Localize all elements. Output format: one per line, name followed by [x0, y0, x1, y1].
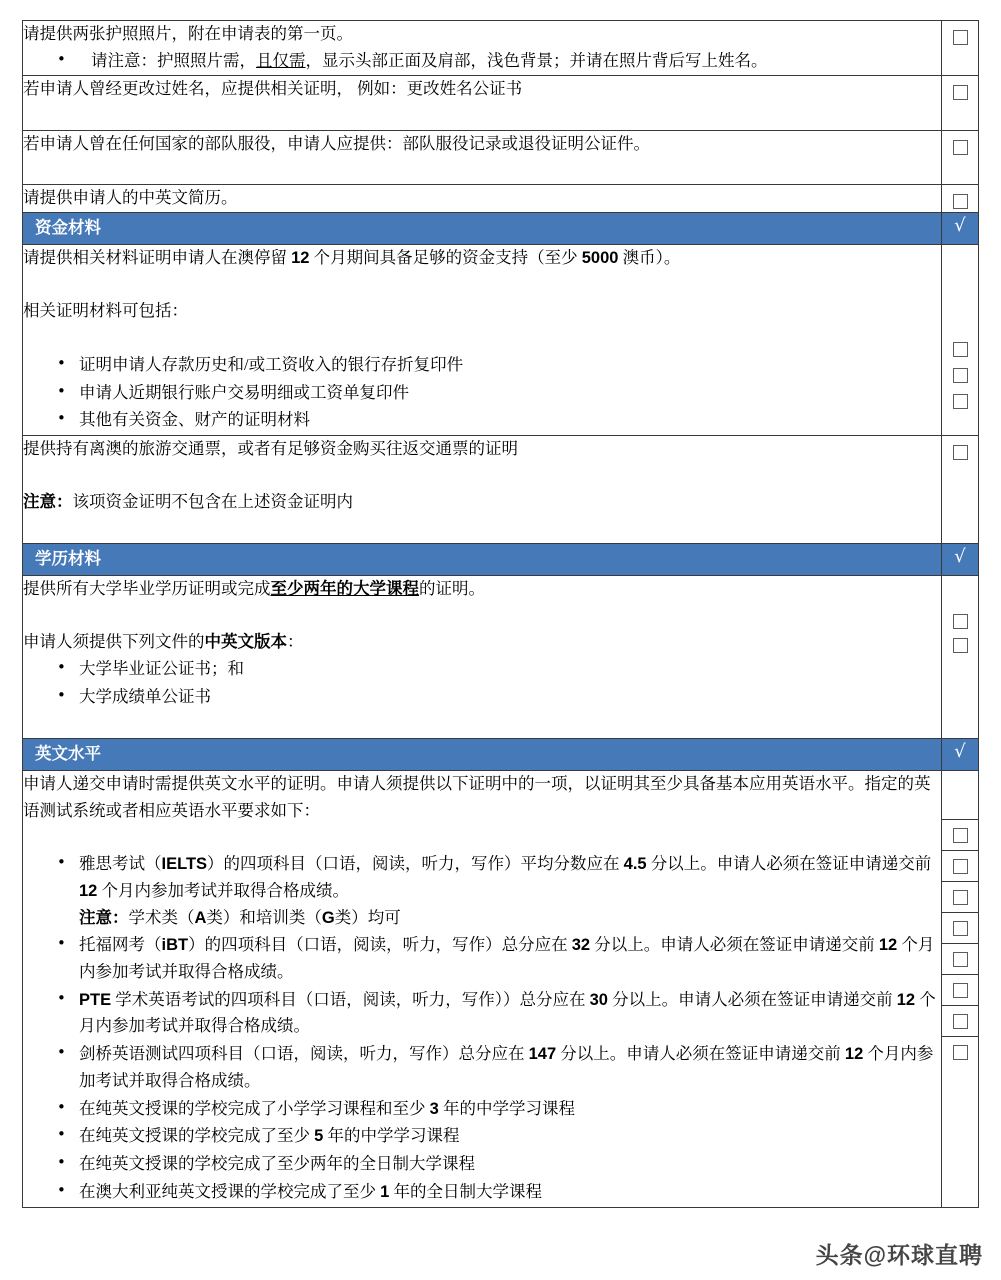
note-label: 注意：	[79, 907, 129, 927]
checkbox-cell-name-change	[942, 76, 979, 130]
checkbox-icon[interactable]	[953, 921, 968, 936]
table-row-military-service	[23, 130, 979, 184]
checkbox-stack	[942, 576, 978, 658]
list-item-cambridge	[57, 1041, 941, 1094]
checkbox-icon[interactable]	[953, 614, 968, 629]
education-bullet-list	[23, 656, 941, 710]
spacer	[23, 603, 941, 630]
text-segment: 个月内参加考试并取得合格成绩。	[97, 880, 349, 900]
checkbox-icon[interactable]	[953, 638, 968, 653]
checkbox-slot[interactable]	[942, 1037, 978, 1068]
checkbox-cell-english-evidence	[942, 771, 979, 1208]
text-segment: 雅思考试（	[79, 854, 162, 874]
text-segment: 分以上。申请人必须在签证申请递交前	[646, 854, 932, 874]
bullet-underline: 且仅需	[256, 50, 306, 70]
section-title-funds: 资金材料	[23, 213, 942, 245]
list-item-ielts	[57, 851, 941, 931]
bullet-post: ，显示头部正面及肩部，浅色背景；并请在照片背后写上姓名。	[305, 50, 768, 70]
checkbox-icon[interactable]	[953, 30, 968, 45]
text-segment: 分以上。申请人必须在签证申请递交前	[590, 935, 879, 955]
checkbox-icon[interactable]	[953, 85, 968, 100]
ielts-type-a: A	[194, 908, 207, 927]
text-segment: 学术类（	[128, 907, 195, 927]
table-row-passport-photos	[23, 21, 979, 76]
row-content-name-change	[23, 76, 942, 130]
checkbox-icon[interactable]	[953, 828, 968, 843]
text-segment: 个月内参加考试并取得合格成绩。	[79, 989, 936, 1036]
section-check-funds	[942, 213, 979, 245]
list-item-secondary-five	[57, 1123, 941, 1150]
text-segment: 类）均可	[334, 907, 401, 927]
name-change-line: 若申请人曾经更改过姓名，应提供相关证明， 例如：更改姓名公证书	[23, 79, 523, 99]
section-header-english	[23, 739, 979, 771]
table-row-funds-evidence	[23, 244, 979, 435]
checkbox-icon[interactable]	[953, 859, 968, 874]
table-row-education-evidence	[23, 575, 979, 738]
checkbox-slot[interactable]	[942, 820, 978, 851]
spacer	[23, 711, 941, 738]
checkbox-wrap[interactable]	[942, 21, 978, 45]
check-mark-icon: √	[954, 215, 966, 237]
checkbox-slot[interactable]	[942, 1006, 978, 1037]
section-title-education: 学历材料	[23, 543, 942, 575]
text-segment: ）的四项科目（口语，阅读，听力，写作）平均分数应在	[207, 854, 624, 874]
row-content-english-evidence	[23, 771, 942, 1208]
checkbox-slot[interactable]	[942, 363, 978, 389]
visa-checklist-table	[22, 20, 979, 1208]
table-row-resume	[23, 185, 979, 213]
checkbox-slot[interactable]	[942, 337, 978, 363]
list-item-primary-secondary	[57, 1096, 941, 1123]
check-mark-icon: √	[954, 741, 966, 763]
spacer	[23, 103, 941, 130]
text-segment: 类）和培训类（	[206, 907, 322, 927]
passport-photo-bullets	[23, 48, 941, 75]
score-toefl: 32	[571, 936, 591, 955]
spacer	[23, 824, 941, 851]
checkbox-icon[interactable]	[953, 368, 968, 383]
checkbox-icon[interactable]	[953, 1014, 968, 1029]
english-intro-paragraph: 申请人递交申请时需提供英文水平的证明。申请人须提供以下证明中的一项，以证明其至少具备基本应用英语水平。指定的英语测试系统或者相应英语水平要求如下：	[23, 774, 931, 820]
watermark-handle: 环球直聘	[887, 1242, 983, 1268]
checkbox-stack	[942, 245, 978, 415]
checkbox-stack	[942, 771, 978, 1097]
validity-months: 12	[844, 1045, 864, 1064]
spacer	[23, 516, 941, 543]
text-segment: 提供所有大学毕业学历证明或完成	[23, 578, 271, 598]
years-secondary: 3	[429, 1099, 439, 1118]
table-row-name-change	[23, 76, 979, 130]
checkbox-spacer	[942, 771, 978, 820]
checkbox-slot[interactable]	[942, 913, 978, 944]
row-content-travel-ticket	[23, 435, 942, 543]
text-segment: 澳币）。	[618, 247, 681, 267]
text-segment: 个月期间具备足够的资金支持（至少	[309, 247, 582, 267]
checkbox-icon[interactable]	[953, 1045, 968, 1060]
checkbox-spacer	[942, 245, 978, 337]
emphasis-bilingual-version: 中英文版本	[204, 632, 287, 652]
checkbox-cell-education-evidence	[942, 575, 979, 738]
list-item: • 其他有关资金、财产的证明材料	[57, 407, 941, 434]
checkbox-wrap[interactable]	[942, 76, 978, 100]
check-mark-icon: √	[954, 545, 966, 567]
row-content-education-evidence	[23, 575, 942, 738]
ielts-subnote	[79, 905, 941, 932]
text-segment: 申请人须提供下列文件的	[23, 632, 205, 652]
checkbox-icon[interactable]	[953, 342, 968, 357]
checkbox-wrap[interactable]	[942, 185, 978, 209]
validity-months: 12	[878, 936, 898, 955]
checkbox-wrap[interactable]	[942, 436, 978, 460]
row-content-resume	[23, 185, 942, 213]
checkbox-slot[interactable]	[942, 975, 978, 1006]
section-check-education	[942, 543, 979, 575]
text-segment: 个月内参加考试并取得合格成绩。	[79, 935, 935, 982]
text-segment: 在纯英文授课的学校完成了至少两年的全日制大学课程	[79, 1154, 475, 1174]
bullet-pre: 请注意：护照照片需，	[91, 50, 256, 70]
watermark	[816, 1237, 983, 1270]
text-segment: ：	[287, 632, 304, 652]
english-bullet-list	[23, 851, 941, 1205]
text-segment: 剑桥英语测试四项科目（口语，阅读，听力，写作）总分应在	[79, 1044, 529, 1064]
text-segment: 分以上。申请人必须在签证申请递交前	[607, 989, 897, 1009]
funds-paragraph-1	[23, 245, 941, 272]
travel-ticket-note	[23, 489, 941, 516]
score-cambridge: 147	[528, 1045, 557, 1064]
travel-ticket-line: 提供持有离澳的旅游交通票，或者有足够资金购买往返交通票的证明	[23, 438, 518, 458]
checkbox-cell-passport-photos	[942, 21, 979, 76]
validity-months: 12	[79, 881, 98, 900]
years-australia: 1	[380, 1182, 390, 1201]
spacer	[23, 158, 941, 185]
section-check-english	[942, 739, 979, 771]
table-row-english-evidence	[23, 771, 979, 1208]
list-item: • 大学成绩单公证书	[57, 684, 941, 711]
validity-months: 12	[896, 990, 916, 1009]
list-item	[57, 48, 941, 75]
minimum-funds-amount: 5000	[581, 248, 619, 267]
test-name-pte: PTE	[79, 990, 112, 1009]
section-header-education	[23, 543, 979, 575]
checkbox-icon[interactable]	[953, 890, 968, 905]
checkbox-icon[interactable]	[953, 983, 968, 998]
list-item-australia-one-year	[57, 1179, 941, 1206]
note-label: 注意：	[23, 492, 73, 512]
row-content-passport-photos	[23, 21, 942, 76]
list-item: • 大学毕业证公证书；和	[57, 656, 941, 683]
text-segment: 分以上。申请人必须在签证申请递交前	[556, 1044, 845, 1064]
emphasis-min-two-years: 至少两年的大学课程	[270, 578, 419, 598]
watermark-prefix: 头条	[815, 1242, 864, 1268]
list-item-toefl	[57, 932, 941, 985]
text-segment: 年的中学学习课程	[323, 1126, 460, 1146]
ielts-type-g: G	[321, 908, 335, 927]
checkbox-cell-resume	[942, 185, 979, 213]
row-content-military-service	[23, 130, 942, 184]
checkbox-cell-travel-ticket	[942, 435, 979, 543]
text-segment: 学术英语考试的四项科目（口语，阅读，听力，写作））总分应在	[111, 989, 590, 1009]
checkbox-slot[interactable]	[942, 389, 978, 415]
text-segment: 年的全日制大学课程	[389, 1181, 542, 1201]
text-segment: 个月内参加考试并取得合格成绩。	[79, 1044, 934, 1090]
military-service-line: 若申请人曾在任何国家的部队服役，申请人应提供：部队服役记录或退役证明公证件。	[23, 133, 650, 153]
funds-bullet-list	[23, 352, 941, 434]
table-body	[23, 21, 979, 1208]
spacer	[23, 272, 941, 299]
checkbox-slot[interactable]	[942, 851, 978, 882]
text-segment: 在澳大利亚纯英文授课的学校完成了至少	[79, 1181, 381, 1201]
checkbox-icon[interactable]	[953, 194, 968, 209]
test-name-ielts: IELTS	[161, 855, 208, 874]
section-header-funds	[23, 213, 979, 245]
text-segment: ）的四项科目（口语，阅读，听力，写作）总分应在	[188, 935, 572, 955]
funds-paragraph-2: 相关证明材料可包括：	[23, 301, 188, 321]
checkbox-icon[interactable]	[953, 394, 968, 409]
text-segment: 托福网考（	[79, 935, 162, 955]
checkbox-icon[interactable]	[953, 952, 968, 967]
checkbox-slot[interactable]	[942, 882, 978, 913]
checkbox-slot[interactable]	[942, 944, 978, 975]
checkbox-slot[interactable]	[942, 610, 978, 634]
education-paragraph-1	[23, 576, 941, 603]
score-pte: 30	[589, 990, 608, 1009]
list-item: • 证明申请人存款历史和/或工资收入的银行存折复印件	[57, 352, 941, 379]
list-item: • 申请人近期银行账户交易明细或工资单复印件	[57, 380, 941, 407]
row-content-funds-evidence	[23, 244, 942, 435]
checkbox-wrap[interactable]	[942, 131, 978, 155]
checkbox-cell-military-service	[942, 130, 979, 184]
note-text: 该项资金证明不包含在上述资金证明内	[72, 492, 353, 512]
text-segment: 年的中学学习课程	[438, 1098, 575, 1118]
checkbox-slot[interactable]	[942, 634, 978, 658]
list-item-university-two-years	[57, 1151, 941, 1178]
checkbox-icon[interactable]	[953, 445, 968, 460]
list-item-pte	[57, 987, 941, 1040]
passport-photo-line: 请提供两张护照照片，附在申请表的第一页。	[23, 24, 353, 43]
duration-months: 12	[291, 248, 310, 267]
text-segment: 在纯英文授课的学校完成了至少	[79, 1126, 315, 1146]
checkbox-spacer	[942, 576, 978, 610]
watermark-at-symbol: @	[863, 1242, 887, 1268]
text-segment: 的证明。	[419, 578, 485, 598]
table-row-travel-ticket	[23, 435, 979, 543]
test-name-ibt: iBT	[161, 936, 189, 955]
education-paragraph-2	[23, 629, 941, 656]
section-title-english: 英文水平	[23, 739, 942, 771]
resume-line: 请提供申请人的中英文简历。	[23, 188, 238, 208]
checkbox-cell-funds-evidence	[942, 244, 979, 435]
checkbox-icon[interactable]	[953, 140, 968, 155]
text-segment: 请提供相关材料证明申请人在澳停留	[23, 247, 292, 267]
years-secondary-alt: 5	[314, 1127, 324, 1146]
spacer	[23, 463, 941, 490]
checkbox-spacer	[942, 1067, 978, 1097]
text-segment: 在纯英文授课的学校完成了小学学习课程和至少	[79, 1098, 430, 1118]
score-ielts: 4.5	[623, 855, 647, 874]
spacer	[23, 325, 941, 352]
